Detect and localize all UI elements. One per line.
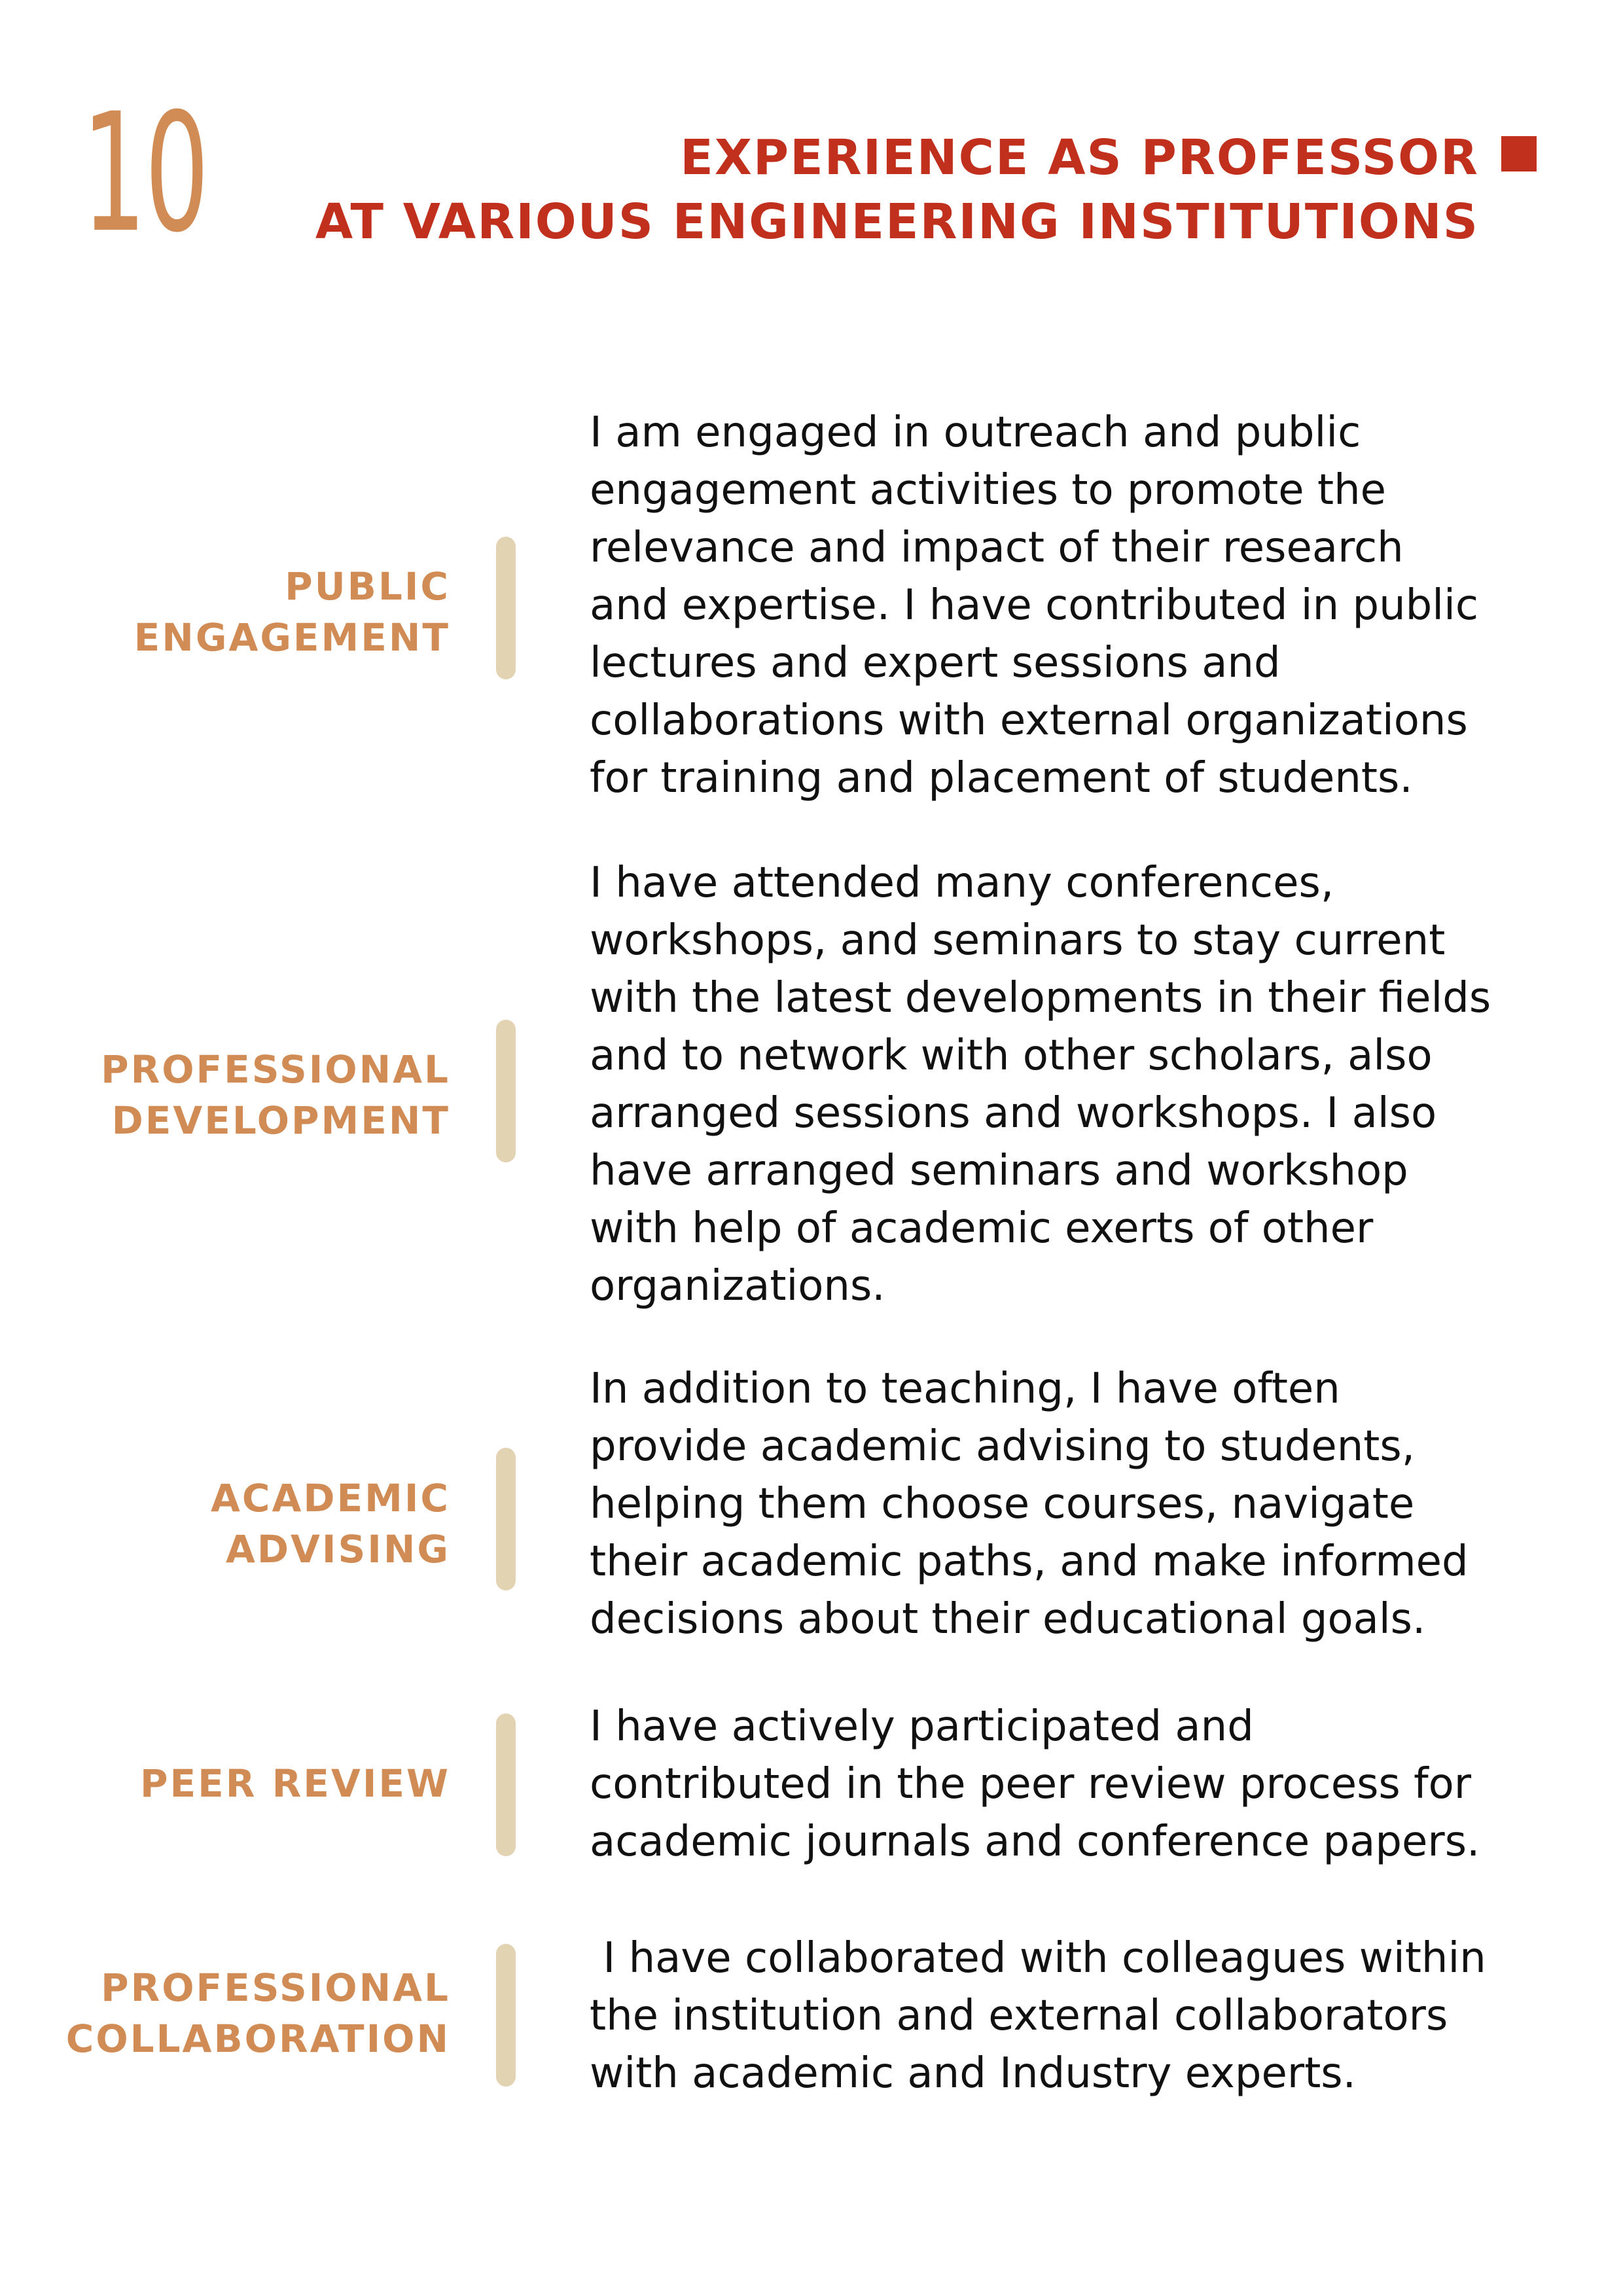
body-line: have arranged seminars and workshop [590, 1147, 1408, 1195]
section-label-line: PROFESSIONAL [101, 1965, 450, 2010]
section-divider-bar [496, 1448, 516, 1590]
page-title [315, 126, 1479, 254]
section-label-line: PUBLIC [285, 564, 450, 609]
body-line: for training and placement of students. [590, 754, 1413, 802]
body-line: their academic paths, and make informed [590, 1537, 1469, 1586]
body-line: relevance and impact of their research [590, 524, 1404, 572]
page-title-line-1: EXPERIENCE AS PROFESSOR [680, 130, 1479, 186]
section-label [134, 561, 450, 663]
body-line: organizations. [590, 1262, 885, 1310]
section-body [590, 1360, 1558, 1648]
body-line: workshops, and seminars to stay current [590, 916, 1446, 965]
body-line: with help of academic exerts of other [590, 1204, 1374, 1253]
section-label-line: ADVISING [226, 1527, 450, 1571]
section-label-line: PEER REVIEW [140, 1761, 450, 1806]
body-line: and expertise. I have contributed in public [590, 581, 1479, 630]
body-line: I am engaged in outreach and public [590, 408, 1361, 457]
section-label-line: COLLABORATION [65, 2017, 450, 2061]
page-title-line-2: AT VARIOUS ENGINEERING INSTITUTIONS [315, 194, 1479, 250]
section-divider-bar [496, 537, 516, 679]
body-line: I have attended many conferences, [590, 859, 1334, 907]
body-line: helping them choose courses, navigate [590, 1480, 1415, 1528]
body-line: provide academic advising to students, [590, 1422, 1416, 1471]
section-divider-bar [496, 1020, 516, 1162]
body-line: In addition to teaching, I have often [590, 1365, 1340, 1413]
page-number: 10 [82, 78, 208, 268]
body-line: engagement activities to promote the [590, 466, 1386, 514]
body-line: lectures and expert sessions and [590, 639, 1281, 687]
body-line: the institution and external collaborators [590, 1992, 1448, 2040]
section-label-line: ENGAGEMENT [134, 615, 450, 660]
section-label [101, 1044, 450, 1146]
section-label [66, 1962, 450, 2064]
section-label-line: DEVELOPMENT [111, 1098, 450, 1143]
section-divider-bar [496, 1944, 516, 2087]
section-label-line: ACADEMIC [211, 1476, 450, 1520]
body-line: academic journals and conference papers. [590, 1818, 1480, 1866]
section-body [590, 1698, 1558, 1871]
body-line: I have actively participated and [590, 1702, 1254, 1751]
body-line: contributed in the peer review process for [590, 1760, 1472, 1808]
body-line: collaborations with external organizations [590, 696, 1468, 745]
section-label-line: PROFESSIONAL [101, 1047, 450, 1092]
section-body [590, 404, 1558, 807]
section-body [590, 1929, 1558, 2102]
body-line: with the latest developments in their fields [590, 974, 1491, 1022]
body-line: decisions about their educational goals. [590, 1595, 1426, 1643]
section-divider-bar [496, 1713, 516, 1856]
body-line: arranged sessions and workshops. I also [590, 1089, 1437, 1138]
section-body [590, 854, 1558, 1315]
section-label [211, 1473, 450, 1575]
body-line: I have collaborated with colleagues within [590, 1934, 1486, 1982]
section-label [140, 1758, 450, 1809]
title-square-icon [1501, 136, 1537, 171]
body-line: with academic and Industry experts. [590, 2049, 1356, 2098]
body-line: and to network with other scholars, also [590, 1031, 1433, 1080]
